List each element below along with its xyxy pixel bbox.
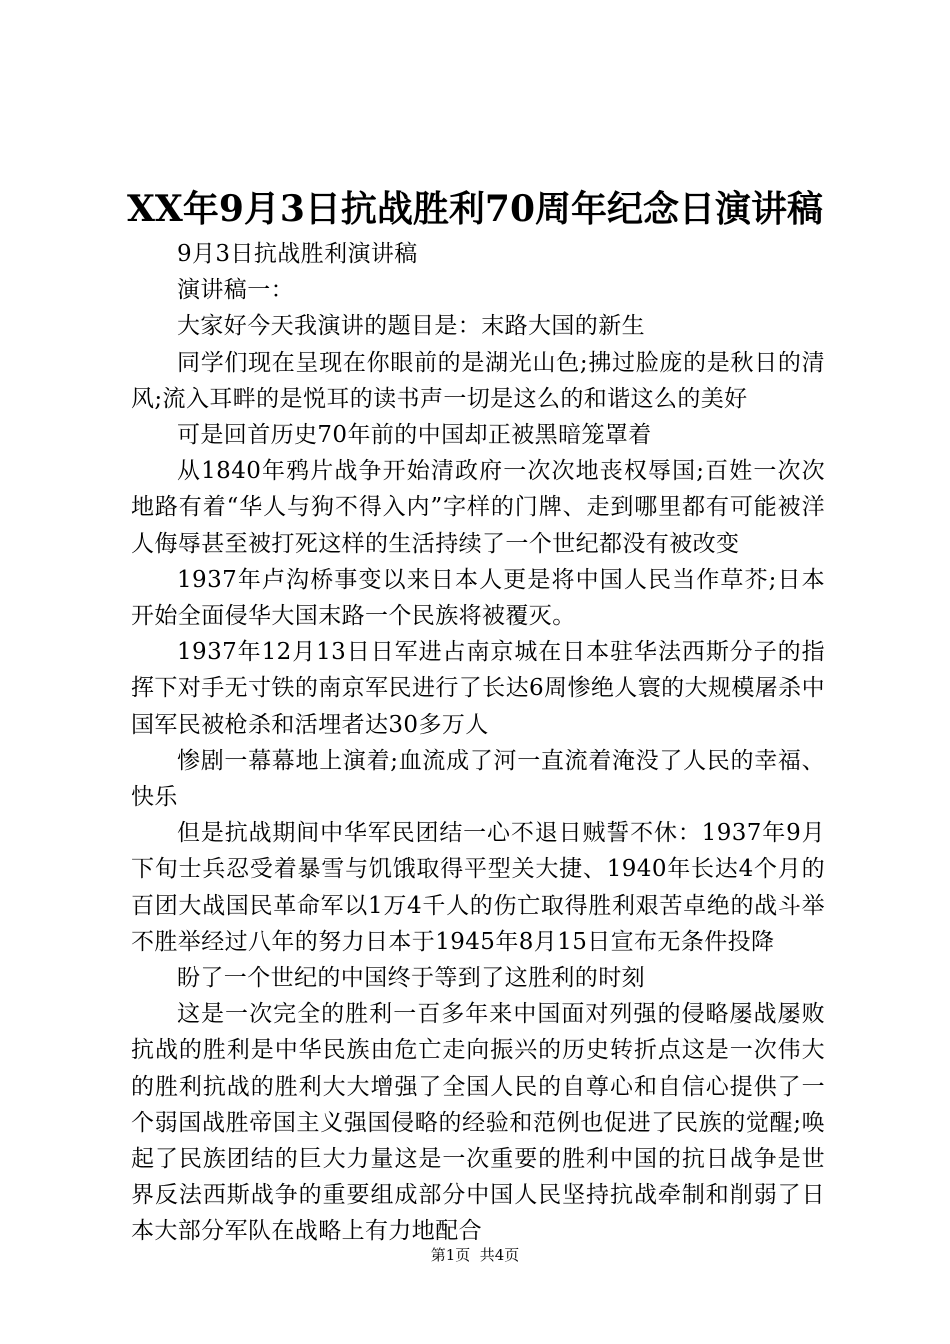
paragraph-7: 1937年卢沟桥事变以来日本人更是将中国人民当作草芥;日本开始全面侵华大国末路一个民族将被覆灭。 [131, 566, 825, 630]
paragraph-12: 这是一次完全的胜利一百多年来中国面对列强的侵略屡战屡败抗战的胜利是中华民族由危亡走向振兴的历史转折点这是一次伟大的胜利抗战的胜利大大增强了全国人民的自尊心和自信心提供了一个弱国战胜帝国主义强国侵略的经验和范例也促进了民族的觉醒;唤起了民族团结的巨大力量这是一次重要的胜利中国的抗日战争是世界反法西斯战争的重要组成部分中国人民坚持抗战牵制和削弱了日本大部分军队在战略上有力地配合 [131, 1001, 825, 1245]
paragraph-3: 大家好今天我演讲的题目是：末路大国的新生 [177, 313, 645, 340]
paragraph-8: 1937年12月13日日军进占南京城在日本驻华法西斯分子的指挥下对手无寸铁的南京军民进行了长达6周惨绝人寰的大规模屠杀中国军民被枪杀和活埋者达30多万人 [131, 639, 825, 738]
document-title: XX年9月3日抗战胜利70周年纪念日演讲稿 [126, 188, 824, 230]
paragraph-1: 9月3日抗战胜利演讲稿 [177, 241, 418, 267]
paragraph-4: 同学们现在呈现在你眼前的是湖光山色;拂过脸庞的是秋日的清风;流入耳畔的是悦耳的读书声一切是这么的和谐这么的美好 [131, 349, 825, 412]
paragraph-10: 但是抗战期间中华军民团结一心不退日贼誓不休：1937年9月下旬士兵忍受着暴雪与饥饿取得平型关大捷、1940年长达4个月的百团大战国民革命军以1万4千人的伤亡取得胜利艰苦卓绝的战斗举不胜举经过八年的努力日本于1945年8月15日宣布无条件投降 [131, 820, 825, 955]
page-footer: 第1页 共4页 [430, 1246, 520, 1264]
paragraph-5: 可是回首历史70年前的中国却正被黑暗笼罩着 [177, 422, 652, 449]
paragraph-2: 演讲稿一： [177, 277, 294, 304]
paragraph-11: 盼了一个世纪的中国终于等到了这胜利的时刻 [177, 965, 645, 992]
paragraph-6: 从1840年鸦片战争开始清政府一次次地丧权辱国;百姓一次次地路有着“华人与狗不得入内”字样的门牌、走到哪里都有可能被洋人侮辱甚至被打死这样的生活持续了一个世纪都没有被改变 [131, 458, 825, 557]
paragraph-9: 惨剧一幕幕地上演着;血流成了河一直流着淹没了人民的幸福、快乐 [131, 747, 825, 811]
document-body [131, 236, 825, 1250]
